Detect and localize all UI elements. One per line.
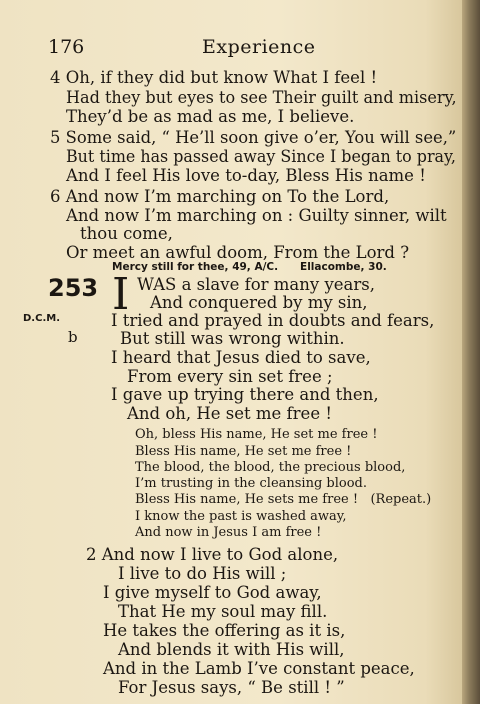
hymn-line: I gave up trying there and then, [111,385,379,404]
hymn-line: I heard that Jesus died to save, [111,348,371,367]
page-number: 176 [48,36,85,58]
verse-line: And now I’m marching on : Guilty sinner, wilt [66,206,447,225]
hymn-line: I live to do His will ; [118,564,287,583]
meter-label: D.C.M. [23,313,60,324]
chorus-line: Bless His name, He set me free ! [135,444,352,459]
page-title: Experience [202,36,316,58]
hymn-line: WAS a slave for many years, [137,275,375,294]
hymn-line: And in the Lamb I’ve constant peace, [103,659,415,678]
chorus-line: Oh, bless His name, He set me free ! [135,427,378,442]
hymn-line: And blends it with His will, [118,640,345,659]
hymn-line: And conquered by my sin, [150,293,368,312]
verse-line: thou come, [80,224,173,243]
hymn-line: He takes the offering as it is, [103,621,346,640]
chorus-line: I’m trusting in the cleansing blood. [135,476,368,491]
chorus-line: And now in Jesus I am free ! [135,525,322,540]
hymn-line: That He my soul may fill. [118,602,328,621]
hymn-line: For Jesus says, “ Be still ! ” [118,678,345,697]
chorus-line: Bless His name, He sets me free ! (Repeat.) [135,492,432,507]
drop-cap: I [112,269,130,320]
hymn-line: I give myself to God away, [103,583,322,602]
hymn-line: I tried and prayed in doubts and fears, [111,311,435,330]
verse-line: They’d be as mad as me, I believe. [66,107,355,126]
verse-line: 4 Oh, if they did but know What I feel ! [50,68,378,87]
verse-line: And I feel His love to-day, Bless His name ! [66,166,426,185]
hymn-line: From every sin set free ; [127,367,333,386]
hymn-line: And oh, He set me free ! [127,404,332,423]
verse-line: Or meet an awful doom, From the Lord ? [66,243,410,262]
verse-line: But time has passed away Since I began to pray, [66,147,456,166]
chorus-line: The blood, the blood, the precious blood, [135,460,406,475]
verse-line: Had they but eyes to see Their guilt and misery, [66,88,457,107]
tune-info: Mercy still for thee, 49, A/C. Ellacombe, 30. [112,261,387,273]
verse-line: 6 And now I’m marching on To the Lord, [50,187,390,206]
hymn-line: But still was wrong within. [120,329,345,348]
chorus-line: I know the past is washed away, [135,509,347,524]
hymn-number: 253 [48,274,99,302]
book-spine-edge [462,0,480,704]
hymn-line: 2 And now I live to God alone, [86,545,339,564]
key-label: b [68,328,78,346]
verse-line: 5 Some said, “ He’ll soon give o’er, You will see,” [50,128,457,147]
